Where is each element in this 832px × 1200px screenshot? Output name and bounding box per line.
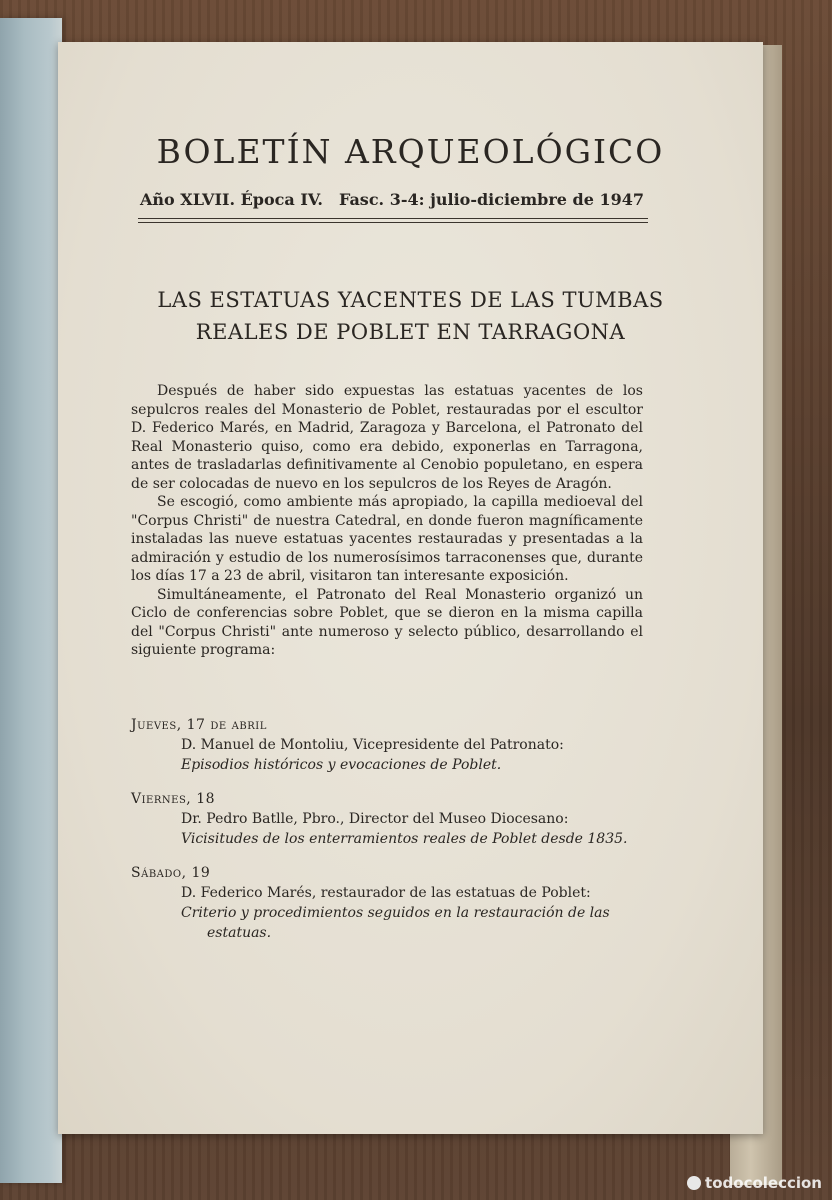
document-page (58, 42, 763, 1134)
program-entry (131, 715, 651, 775)
program-entry (131, 789, 651, 849)
program-speaker: Dr. Pedro Batlle, Pbro., Director del Museo Diocesano: (181, 811, 569, 827)
program-day: Jueves, 17 de abril (131, 717, 267, 733)
book-cover-edge (0, 18, 62, 1183)
program-topic: Episodios históricos y evocaciones de Poblet. (181, 757, 502, 773)
watermark-logo-icon (687, 1176, 701, 1190)
program-topic-continued: estatuas. (207, 925, 272, 941)
conference-program (131, 715, 651, 943)
issue-volume: Año XLVII. Época IV. (140, 190, 323, 209)
issue-date: Fasc. 3-4: julio-diciembre de 1947 (338, 190, 644, 209)
article-body (131, 382, 643, 660)
program-entry (131, 863, 651, 943)
article-title (98, 284, 723, 348)
watermark (687, 1174, 822, 1192)
article-title-line-1: LAS ESTATUAS YACENTES DE LAS TUMBAS (157, 288, 664, 312)
program-topic: Criterio y procedimientos seguidos en la restauración de las (181, 905, 610, 921)
program-day: Sábado, 19 (131, 865, 211, 881)
header-rule-top (138, 218, 648, 219)
program-speaker: D. Manuel de Montoliu, Vicepresidente del Patronato: (181, 737, 564, 753)
journal-title: BOLETÍN ARQUEOLÓGICO (156, 132, 665, 171)
article-title-line-2: REALES DE POBLET EN TARRAGONA (195, 320, 626, 344)
program-day: Viernes, 18 (131, 791, 216, 807)
header-rule-bottom (138, 222, 648, 223)
program-speaker: D. Federico Marés, restaurador de las estatuas de Poblet: (181, 885, 591, 901)
program-topic: Vicisitudes de los enterramientos reales de Poblet desde 1835. (181, 831, 628, 847)
paragraph: Después de haber sido expuestas las estatuas yacentes de los sepulcros reales del Monasterio de Poblet, restauradas por el escultor D. Federico Marés, en Madrid, Zaragoza y Barcelona, el Patronato del Real Monasterio quiso, como era debido, exponerlas en Tarragona, antes de trasladarlas definitivamente al Cenobio populetano, en espera de ser colocadas de nuevo en los sepulcros de los Reyes de Aragón. (131, 383, 643, 492)
paragraph: Simultáneamente, el Patronato del Real Monasterio organizó un Ciclo de conferencias sobre Poblet, que se dieron en la misma capilla del "Corpus Christi" ante numeroso y selecto público, desarrollando el siguiente programa: (131, 586, 643, 658)
paragraph: Se escogió, como ambiente más apropiado, la capilla medioeval del "Corpus Christi" de nuestra Catedral, en donde fueron magníficamente instaladas las nueve estatuas yacentes restauradas y presentadas a la admiración y estudio de los numerosísimos tarraconenses que, durante los días 17 a 23 de abril, visitaron tan interesante exposición. (131, 494, 643, 584)
watermark-text: todocoleccion (705, 1174, 822, 1192)
